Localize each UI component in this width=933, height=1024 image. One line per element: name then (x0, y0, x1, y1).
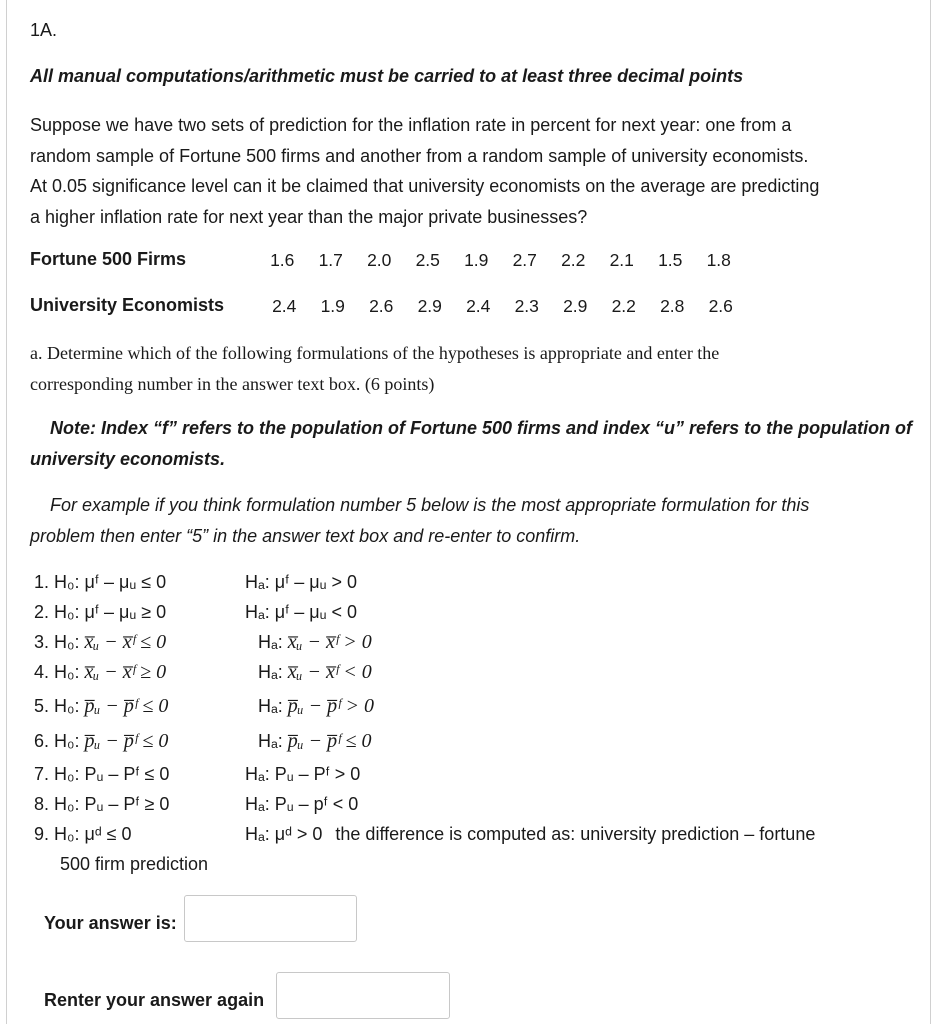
alt-hypothesis-expr: x̅ᵤ − x̅ᶠ < 0 (287, 661, 372, 683)
value-cell: 2.4 (466, 296, 491, 316)
value-cell: 1.8 (706, 250, 731, 270)
hypothesis-number: 8. (34, 794, 50, 814)
null-hypothesis-prefix: H₀: (54, 696, 80, 716)
value-cell: 1.9 (320, 296, 345, 316)
value-cell: 2.6 (369, 296, 394, 316)
null-hypothesis-expr: p̅ᵤ − p̅ᶠ ≤ 0 (84, 695, 169, 717)
hypothesis-number: 9. (34, 824, 50, 844)
value-cell: 2.0 (367, 250, 392, 270)
answer-input[interactable] (184, 895, 357, 942)
hypothesis-2 (34, 597, 166, 627)
instruction-text: All manual computations/arithmetic must be carried to at least three decimal points (30, 66, 744, 86)
paragraph-line: random sample of Fortune 500 firms and another from a random sample of university economists. (30, 145, 809, 166)
hypothesis-number: 5. (34, 696, 50, 716)
alt-hypothesis-6 (258, 726, 372, 756)
row-values-fortune (258, 250, 743, 271)
alt-hypothesis-7: Hₐ: Pᵤ – Pᶠ > 0 (245, 764, 361, 784)
hypothesis-9 (34, 819, 132, 849)
part-a-line: a. Determine which of the following formulations of the hypotheses is appropriate and enter the (30, 343, 720, 363)
hypothesis-4 (34, 657, 166, 687)
null-hypothesis: H₀: Pᵤ – Pᶠ ≥ 0 (54, 794, 170, 814)
value-cell: 2.9 (417, 296, 442, 316)
null-hypothesis: H₀: μᶠ – μᵤ ≥ 0 (54, 602, 167, 622)
hypothesis-6 (34, 726, 168, 756)
note-line: Note: Index “f” refers to the population of Fortune 500 firms and index “u” refers to the population of (50, 418, 913, 438)
value-cell: 2.5 (415, 250, 440, 270)
value-cell: 2.4 (272, 296, 297, 316)
note-line: university economists. (30, 449, 226, 469)
value-cell: 2.2 (561, 250, 586, 270)
alt-hypothesis-expr: x̅ᵤ − x̅ᶠ > 0 (287, 631, 372, 653)
null-hypothesis-prefix: H₀: (54, 632, 80, 652)
alt-hypothesis-3 (258, 627, 372, 657)
alt-hypothesis: Hₐ: μᵈ > 0 (245, 824, 323, 844)
part-a-text (30, 338, 910, 400)
question-number: 1A. (30, 20, 58, 40)
value-cell: 2.7 (512, 250, 537, 270)
row-label-fortune: Fortune 500 Firms (30, 249, 187, 269)
hypothesis-number: 4. (34, 662, 50, 682)
value-cell: 2.8 (660, 296, 685, 316)
hypothesis-number: 1. (34, 572, 50, 592)
question-paragraph (30, 110, 915, 232)
part-a-line: corresponding number in the answer text box. (6 points) (30, 374, 435, 394)
alt-hypothesis-2: Hₐ: μᶠ – μᵤ < 0 (245, 602, 357, 622)
alt-hypothesis-1: Hₐ: μᶠ – μᵤ > 0 (245, 572, 357, 592)
value-cell: 2.6 (708, 296, 733, 316)
null-hypothesis-expr: p̅ᵤ − p̅ᶠ ≤ 0 (84, 730, 169, 752)
answer-label: Your answer is: (44, 913, 177, 933)
example-line: problem then enter “5” in the answer text box and re-enter to confirm. (30, 526, 581, 546)
reenter-answer-input[interactable] (276, 972, 450, 1019)
value-cell: 1.9 (464, 250, 489, 270)
value-cell: 1.7 (318, 250, 343, 270)
alt-hypothesis-8: Hₐ: Pᵤ – pᶠ < 0 (245, 794, 359, 814)
alt-hypothesis-prefix: Hₐ: (258, 731, 283, 751)
value-cell: 2.9 (563, 296, 588, 316)
value-cell: 1.5 (658, 250, 683, 270)
paragraph-line: At 0.05 significance level can it be claimed that university economists on the average are predicting (30, 176, 820, 196)
alt-hypothesis-prefix: Hₐ: (258, 632, 283, 652)
alt-hypothesis-4 (258, 657, 372, 687)
example-line: For example if you think formulation number 5 below is the most appropriate formulation for this (50, 495, 810, 515)
note-text (30, 413, 912, 475)
hypothesis-number: 6. (34, 731, 50, 751)
difference-note-continued: 500 firm prediction (60, 854, 209, 874)
hypothesis-number: 2. (34, 602, 50, 622)
example-text (30, 490, 809, 552)
hypothesis-5 (34, 691, 168, 721)
paragraph-line: Suppose we have two sets of prediction for the inflation rate in percent for next year: one from a (30, 115, 792, 135)
alt-hypothesis-expr: p̅ᵤ − p̅ᶠ ≤ 0 (287, 730, 372, 752)
null-hypothesis-prefix: H₀: (54, 662, 80, 682)
null-hypothesis: H₀: μᵈ ≤ 0 (54, 824, 132, 844)
null-hypothesis: H₀: μᶠ – μᵤ ≤ 0 (54, 572, 167, 592)
row-values-university (260, 296, 745, 317)
value-cell: 2.3 (514, 296, 539, 316)
difference-note: the difference is computed as: university prediction – fortune (335, 824, 816, 844)
hypothesis-number: 7. (34, 764, 50, 784)
alt-hypothesis-prefix: Hₐ: (258, 662, 283, 682)
hypothesis-3 (34, 627, 166, 657)
alt-hypothesis-expr: p̅ᵤ − p̅ᶠ > 0 (287, 695, 375, 717)
hypothesis-number: 3. (34, 632, 50, 652)
value-cell: 2.1 (609, 250, 634, 270)
null-hypothesis-expr: x̅ᵤ − x̅ᶠ ≥ 0 (84, 661, 167, 683)
row-label-university: University Economists (30, 295, 225, 315)
null-hypothesis-prefix: H₀: (54, 731, 80, 751)
value-cell: 2.2 (611, 296, 636, 316)
hypothesis-8 (34, 789, 169, 819)
paragraph-line: a higher inflation rate for next year than the major private businesses? (30, 206, 588, 227)
null-hypothesis: H₀: Pᵤ – Pᶠ ≤ 0 (54, 764, 170, 784)
hypothesis-1 (34, 567, 166, 597)
alt-hypothesis-9 (245, 819, 815, 849)
alt-hypothesis-prefix: Hₐ: (258, 696, 283, 716)
value-cell: 1.6 (270, 250, 295, 270)
hypothesis-7 (34, 759, 169, 789)
null-hypothesis-expr: x̅ᵤ − x̅ᶠ ≤ 0 (84, 631, 167, 653)
alt-hypothesis-5 (258, 691, 374, 721)
reenter-answer-label: Renter your answer again (44, 990, 265, 1010)
